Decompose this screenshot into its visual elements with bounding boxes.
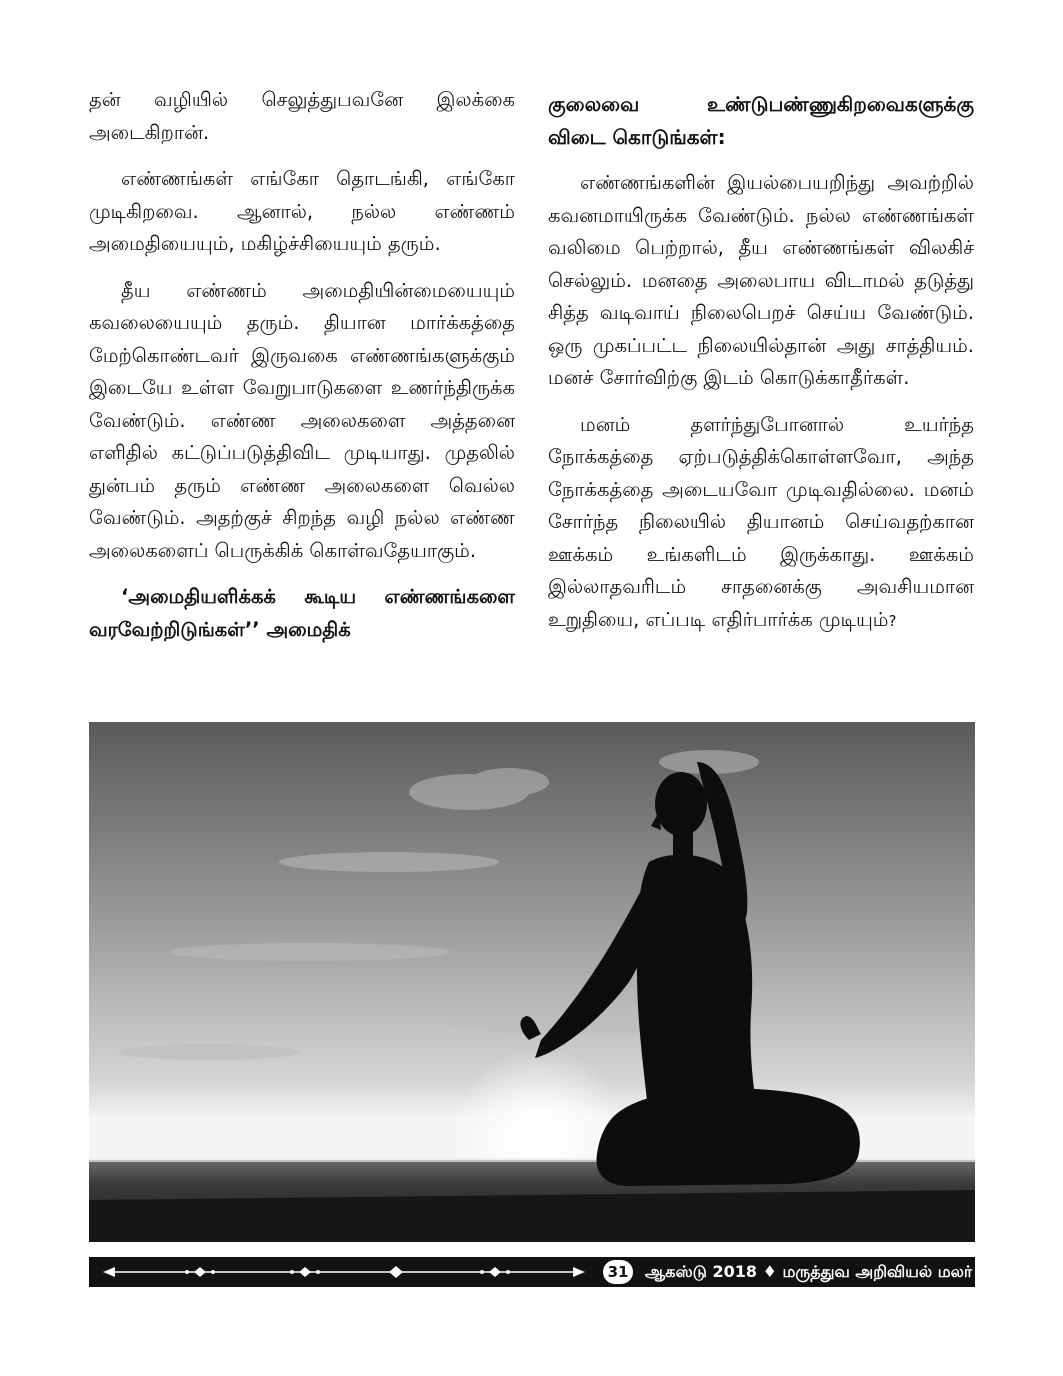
magazine-title: மருத்துவ அறிவியல் மலர் [782,1262,973,1281]
quote-paragraph: ‘அமைதியளிக்கக் கூடிய எண்ணங்களை வரவேற்றிடுங்கள்’’ அமைதிக் [89,585,515,641]
section-heading: குலைவை உண்டுபண்ணுகிறவைகளுக்கு விடை கொடுங்கள்: [548,92,974,149]
left-column [89,84,515,660]
question-mark: ? [888,611,897,630]
paragraph: எண்ணங்கள் எங்கோ தொடங்கி, எங்கோ முடிகிறவை. ஆனால், நல்ல எண்ணம் அமைதியையும், மகிழ்ச்சியையும் தரும். [89,167,515,255]
right-column [548,84,974,651]
paragraph-text: மனம் தளர்ந்துபோனால் உயர்ந்த நோக்கத்தை ஏற்படுத்திக்கொள்ளவோ, அந்த நோக்கத்தை அடையவோ முடிவதில்லை. மனம் சோர்ந்த நிலையில் தியானம் செய்வதற்கான ஊக்கம் உங்களிடம் இருக்காது. ஊக்கம் இல்லாதவரிடம் சாதனைக்கு அவசியமான உறுதியை, எப்படி எதிர்பார்க்க முடியும் [548,412,974,631]
issue-date: ஆகஸ்டு 2018 [645,1262,758,1281]
paragraph: தன் வழியில் செலுத்துபவனே இலக்கை அடைகிறான். [89,88,515,144]
ornament-divider-icon [99,1257,589,1287]
meditation-photo [89,722,975,1242]
paragraph: தீய எண்ணம் அமைதியின்மையையும் கவலையையும் தரும். தியான மார்க்கத்தை மேற்கொண்டவர் இருவகை எண்ணங்களுக்கும் இடையே உள்ள வேறுபாடுகளை உணர்ந்திருக்க வேண்டும். எண்ண அலைகளை அத்தனை எளிதில் கட்டுப்படுத்திவிட முடியாது. முதலில் துன்பம் தரும் எண்ண அலைகளை வெல்ல வேண்டும். அதற்குச் சிறந்த வழி நல்ல எண்ண அலைகளைப் பெருக்கிக் கொள்வதேயாகும். [89,278,515,562]
meditating-woman-silhouette-icon [89,722,975,1242]
page-footer [89,1257,975,1287]
diamond-separator-icon: ♦ [762,1262,777,1281]
paragraph: எண்ணங்களின் இயல்பையறிந்து அவற்றில் கவனமாயிருக்க வேண்டும். நல்ல எண்ணங்கள் வலிமை பெற்றால், தீய எண்ணங்கள் விலகிச் செல்லும். மனதை அலைபாய விடாமல் தடுத்து சித்த வடிவாய் நிலைபெறச் செய்ய வேண்டும். ஒரு முகப்பட்ட நிலையில்தான் அது சாத்தியம். மனச் சோர்விற்கு இடம் கொடுக்காதீர்கள். [548,171,974,389]
page-number: 31 [603,1260,633,1284]
footer-meta [645,1257,973,1287]
paragraph [548,409,974,638]
